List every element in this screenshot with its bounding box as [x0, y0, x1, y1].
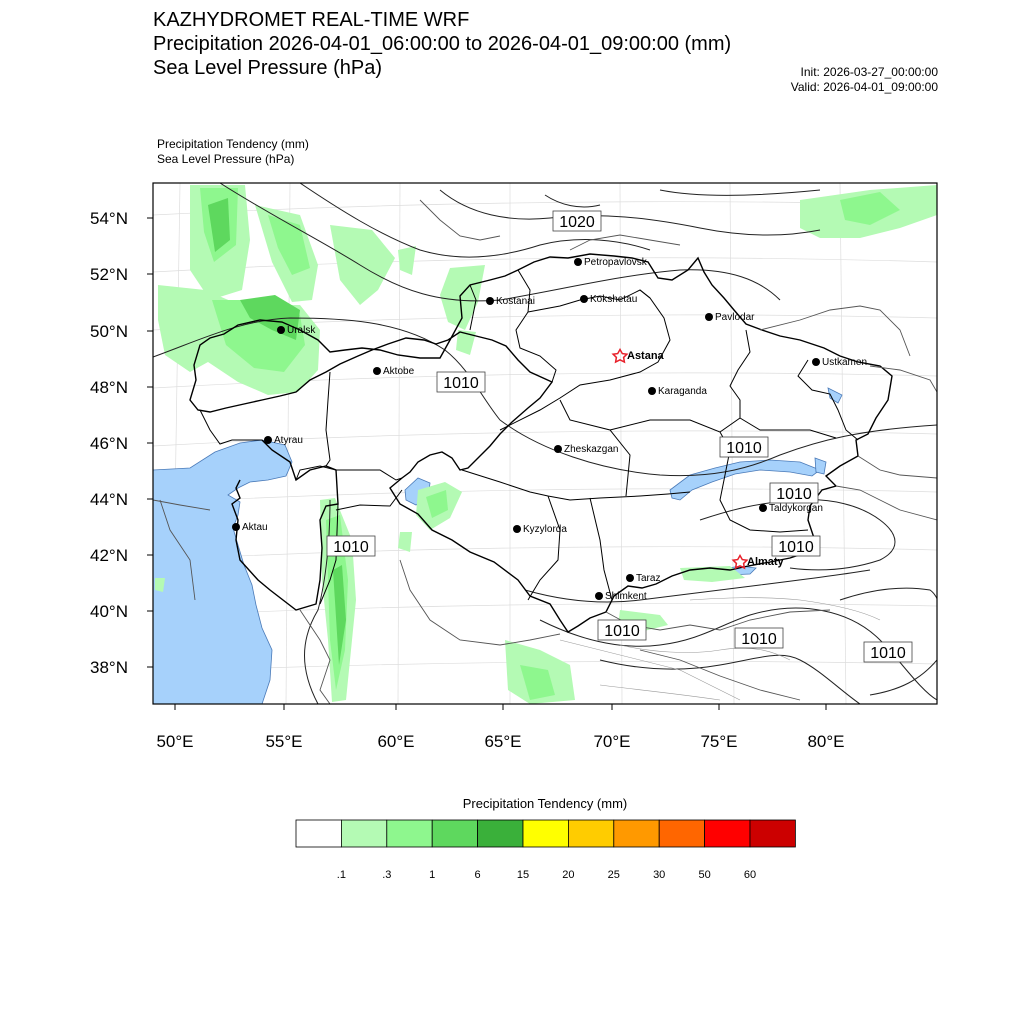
lat-label: 40°N — [90, 602, 128, 621]
isobar-label — [437, 372, 485, 392]
lake-alakol — [815, 458, 826, 474]
lat-label: 54°N — [90, 209, 128, 228]
valid-time: Valid: 2026-04-01_09:00:00 — [790, 80, 938, 94]
precip-period-title: Precipitation 2026-04-01_06:00:00 to 2026-04-01_09:00:00 (mm) — [153, 33, 732, 55]
city-label: Pavlodar — [715, 312, 755, 323]
lat-label: 48°N — [90, 378, 128, 397]
city-almaty[interactable] — [733, 556, 784, 569]
lat-label: 50°N — [90, 322, 128, 341]
lat-label: 38°N — [90, 658, 128, 677]
colorbar-title: Precipitation Tendency (mm) — [462, 796, 628, 811]
lon-label: 65°E — [484, 732, 522, 751]
colorbar — [296, 820, 795, 881]
city-shimkent[interactable] — [595, 591, 647, 602]
city-ustkamen[interactable] — [812, 357, 867, 368]
isobar-label-text: 1020 — [559, 214, 595, 231]
city-label: Almaty — [747, 556, 784, 568]
colorbar-swatch — [478, 820, 523, 847]
city-aktobe[interactable] — [373, 366, 415, 377]
colorbar-tick-label: .1 — [336, 869, 346, 881]
city-kyzylorda[interactable] — [513, 524, 567, 535]
colorbar-tick-label: 15 — [516, 869, 530, 881]
capital-star-icon — [733, 556, 747, 569]
city-kostanai[interactable] — [486, 296, 535, 307]
city-petropavlovsk[interactable] — [574, 257, 648, 268]
city-label: Shimkent — [605, 591, 647, 602]
colorbar-swatch — [750, 820, 795, 847]
isobar-label — [864, 642, 912, 662]
isobar-label — [720, 437, 768, 457]
isobar-label-text: 1010 — [870, 645, 906, 662]
city-label: Aktau — [242, 522, 268, 533]
lon-label: 55°E — [265, 732, 303, 751]
lat-label: 52°N — [90, 265, 128, 284]
init-time: Init: 2026-03-27_00:00:00 — [800, 65, 938, 79]
city-label: Karaganda — [658, 386, 707, 397]
lake-zaysan — [828, 388, 842, 403]
city-label: Petropavlovsk — [584, 257, 647, 268]
colorbar-swatch — [568, 820, 613, 847]
colorbar-tick-label: 1 — [429, 869, 436, 881]
city-label: Taldykorgan — [769, 503, 823, 514]
capital-star-icon — [613, 350, 627, 363]
isobar-label-text: 1010 — [776, 486, 812, 503]
lat-label: 46°N — [90, 434, 128, 453]
colorbar-swatch — [523, 820, 568, 847]
city-pavlodar[interactable] — [705, 312, 755, 323]
city-label: Kokshetau — [590, 294, 638, 305]
city-label: Kyzylorda — [523, 524, 567, 535]
caspian-sea — [153, 440, 292, 704]
city-label: Atyrau — [274, 435, 303, 446]
lon-label: 75°E — [700, 732, 738, 751]
colorbar-tick-label: 20 — [562, 869, 575, 881]
colorbar-swatch — [387, 820, 432, 847]
isobar-label-text: 1010 — [726, 440, 762, 457]
isobar-label-text: 1010 — [604, 623, 640, 640]
colorbar-swatch — [296, 820, 341, 847]
subtitle-precip: Precipitation Tendency (mm) — [157, 137, 309, 151]
lon-label: 50°E — [156, 732, 194, 751]
isobar-label — [327, 536, 375, 556]
longitude-labels — [156, 732, 844, 751]
colorbar-swatch — [432, 820, 477, 847]
colorbar-swatch — [614, 820, 659, 847]
city-label: Ustkamen — [822, 357, 868, 368]
city-label: Astana — [627, 350, 664, 362]
chart-title: KAZHYDROMET REAL-TIME WRF — [153, 9, 470, 31]
city-label: Taraz — [636, 573, 661, 584]
colorbar-swatch — [705, 820, 750, 847]
lat-label: 42°N — [90, 546, 128, 565]
colorbar-tick-label: 60 — [743, 869, 757, 881]
city-taraz[interactable] — [626, 573, 660, 584]
colorbar-swatch — [659, 820, 704, 847]
colorbar-tick-label: 50 — [698, 869, 711, 881]
city-zheskazgan[interactable] — [554, 444, 618, 455]
latitude-labels — [90, 209, 128, 677]
subtitle-slp: Sea Level Pressure (hPa) — [157, 152, 295, 166]
lon-label: 60°E — [377, 732, 415, 751]
city-label: Aktobe — [383, 366, 415, 377]
isobar-label — [553, 211, 601, 231]
city-label: Zheskazgan — [564, 444, 619, 455]
city-label: Uralsk — [287, 325, 316, 336]
city-kokshetau[interactable] — [580, 294, 637, 305]
colorbar-tick-label: 6 — [474, 869, 481, 881]
isobar-label — [598, 620, 646, 640]
lat-label: 44°N — [90, 490, 128, 509]
isobar-label-text: 1010 — [443, 375, 479, 392]
water-bodies — [153, 388, 842, 704]
slp-title: Sea Level Pressure (hPa) — [153, 57, 383, 79]
isobar-label-text: 1010 — [741, 631, 777, 648]
isobar-label-text: 1010 — [778, 539, 814, 556]
lon-label: 80°E — [807, 732, 845, 751]
city-label: Kostanai — [496, 296, 535, 307]
isobar-label — [770, 483, 818, 503]
isobar-label — [735, 628, 783, 648]
colorbar-tick-label: 25 — [607, 869, 620, 881]
lon-label: 70°E — [593, 732, 631, 751]
city-taldykorgan[interactable] — [759, 503, 823, 514]
colorbar-tick-label: .3 — [382, 869, 392, 881]
city-karaganda[interactable] — [648, 386, 707, 397]
isobar-label-text: 1010 — [333, 539, 369, 556]
colorbar-tick-label: 30 — [653, 869, 666, 881]
colorbar-swatch — [341, 820, 386, 847]
isobar-label — [772, 536, 820, 556]
map-area — [153, 183, 942, 704]
